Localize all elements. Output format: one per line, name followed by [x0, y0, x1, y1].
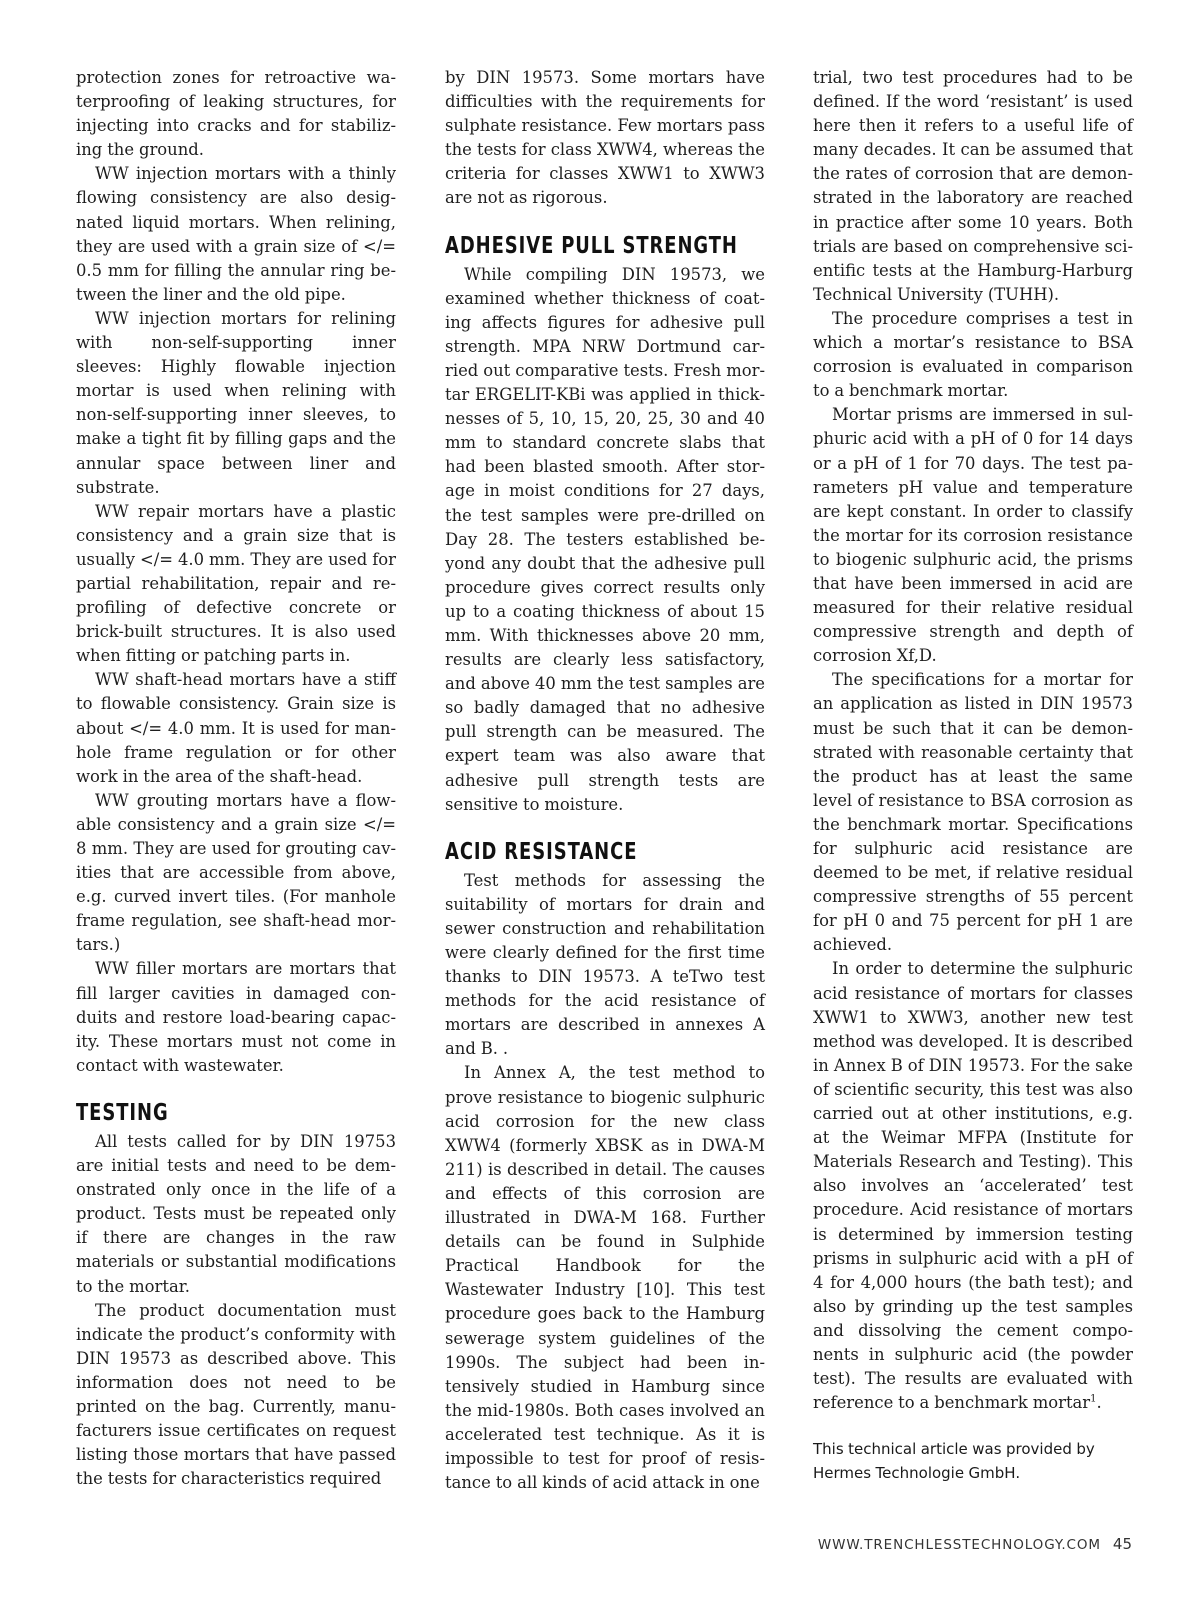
paragraph: WW grouting mortars have a flowable consistency and a grain size </= 8 mm. They are used for grouting cavities that are accessible from above, e.g. curved invert tiles. (For manhole frame regulation, see shaft-head mortars.)	[76, 790, 396, 955]
column-2	[445, 66, 765, 1495]
paragraph: WW filler mortars are mortars that fill larger cavities in damaged conduits and restore load-bearing capacity. These mortars must not come in contact with wastewater.	[76, 959, 396, 1075]
paragraph: WW injection mortars with a thinly flowing consistency are also designated liquid mortars. When relining, they are used with a grain size of </= 0.5 mm for filling the annular ring between the liner and the old pipe.	[76, 164, 396, 304]
paragraph: WW repair mortars have a plastic consistency and a grain size that is usually </= 4.0 mm. They are used for partial rehabilitation, repair and re-profiling of defective concrete or brick-built structures. It is also used when fitting or patching parts in.	[76, 501, 396, 666]
column-1	[76, 66, 396, 1491]
article-credit: This technical article was provided by Hermes Technologie GmbH.	[813, 1440, 1095, 1483]
paragraph: trial, two test procedures had to be defined. If the word ‘resistant’ is used here then it refers to a useful life of many decades. It can be assumed that the rates of corrosion that are demonstrated in the laboratory are reached in practice after some 10 years. Both trials are based on comprehensive scientific tests at the Hamburg-Harburg Technical University (TUHH).	[813, 68, 1133, 304]
paragraph-text: In order to determine the sulphuric acid resistance of mortars for classes XWW1 to XWW3, another new test method was developed. It is described in Annex B of DIN 19573. For the sake of scientific security, this test was also carried out at other institutions, e.g. at the Weimar MFPA (Institute for Materials Research and Testing). This also involves an ‘accelerated’ test procedure. Acid resistance of mortars is determined by immersion testing prisms in sulphuric acid with a pH of 4 for 4,000 hours (the bath test); and also by grinding up the test samples and dissolving the cement components in sulphuric acid (the powder test). The results are evaluated with reference to a benchmark mortar	[813, 959, 1133, 1413]
paragraph-tail: .	[1096, 1393, 1102, 1413]
paragraph: by DIN 19573. Some mortars have difficulties with the requirements for sulphate resistance. Few mortars pass the tests for class XWW4, whereas the criteria for classes XWW1 to XWW3 are not as rigorous.	[445, 68, 765, 208]
paragraph: The procedure comprises a test in which a mortar’s resistance to BSA corrosion is evaluated in comparison to a benchmark mortar.	[813, 308, 1133, 401]
paragraph	[813, 957, 1133, 1415]
paragraph: All tests called for by DIN 19753 are initial tests and need to be demonstrated only once in the life of a product. Tests must be repeated only if there are changes in the raw materials or substantial modifications to the mortar.	[76, 1131, 396, 1296]
section-heading: TESTING	[76, 1099, 169, 1126]
paragraph: WW injection mortars for relining with non-self-supporting inner sleeves: Highly flowable injection mortar is used when relining with non-self-supporting inner sleeves, to make a tight fit by filling gaps and the annular space between liner and substrate.	[76, 308, 396, 497]
footnote-marker: 1	[1090, 1393, 1097, 1405]
paragraph: The product documentation must indicate the product’s conformity with DIN 19573 as described above. This information does not need to be printed on the bag. Currently, manufacturers issue certificates on request listing those mortars that have passed the tests for characteristics required	[76, 1300, 396, 1489]
paragraph: protection zones for retroactive waterproofing of leaking structures, for injecting into cracks and for stabilizing the ground.	[76, 68, 396, 160]
page-number: 45	[1112, 1535, 1132, 1553]
paragraph: The specifications for a mortar for an application as listed in DIN 19573 must be such that it can be demonstrated with reasonable certainty that the product has at least the same level of resistance to BSA corrosion as the benchmark mortar. Specifications for sulphuric acid resistance are deemed to be met, if relative residual compressive strengths of 55 percent for pH 0 and 75 percent for pH 1 are achieved.	[813, 670, 1133, 955]
paragraph: Mortar prisms are immersed in sulphuric acid with a pH of 0 for 14 days or a pH of 1 for 70 days. The test parameters pH value and temperature are kept constant. In order to classify the mortar for its corrosion resistance to biogenic sulphuric acid, the prisms that have been immersed in acid are measured for their relative residual compressive strength and depth of corrosion Xf,D.	[813, 405, 1133, 666]
section-heading: ACID RESISTANCE	[445, 838, 638, 865]
footer-website: WWW.TRENCHLESSTECHNOLOGY.COM	[817, 1537, 1101, 1553]
section-heading: ADHESIVE PULL STRENGTH	[445, 232, 738, 259]
page-footer	[818, 1535, 1132, 1553]
paragraph: Test methods for assessing the suitability of mortars for drain and sewer construction and rehabilitation were clearly defined for the first time thanks to DIN 19573. A teTwo test methods for the acid resistance of mortars are described in annexes A and B. .	[445, 870, 765, 1059]
paragraph: WW shaft-head mortars have a stiff to flowable consistency. Grain size is about </= 4.0 mm. It is used for manhole frame regulation or for other work in the area of the shaft-head.	[76, 670, 396, 786]
paragraph: In Annex A, the test method to prove resistance to biogenic sulphuric acid corrosion for the new class XWW4 (formerly XBSK as in DWA-M 211) is described in detail. The causes and effects of this corrosion are illustrated in DWA-M 168. Further details can be found in Sulphide Practical Handbook for the Wastewater Industry [10]. This test procedure goes back to the Hamburg sewerage system guidelines of the 1990s. The subject had been intensively studied in Hamburg since the mid-1980s. Both cases involved an accelerated test technique. As it is impossible to test for proof of resistance to all kinds of acid attack in one	[445, 1063, 765, 1493]
paragraph: While compiling DIN 19573, we examined whether thickness of coating affects figures for adhesive pull strength. MPA NRW Dortmund carried out comparative tests. Fresh mortar ERGELIT-KBi was applied in thicknesses of 5, 10, 15, 20, 25, 30 and 40 mm to standard concrete slabs that had been blasted smooth. After storage in moist conditions for 27 days, the test samples were pre-drilled on Day 28. The testers established beyond any doubt that the adhesive pull procedure gives correct results only up to a coating thickness of about 15 mm. With thicknesses above 20 mm, results are clearly less satisfactory, and above 40 mm the test samples are so badly damaged that no adhesive pull strength can be measured. The expert team was also aware that adhesive pull strength tests are sensitive to moisture.	[445, 264, 765, 814]
column-3	[813, 66, 1133, 1485]
